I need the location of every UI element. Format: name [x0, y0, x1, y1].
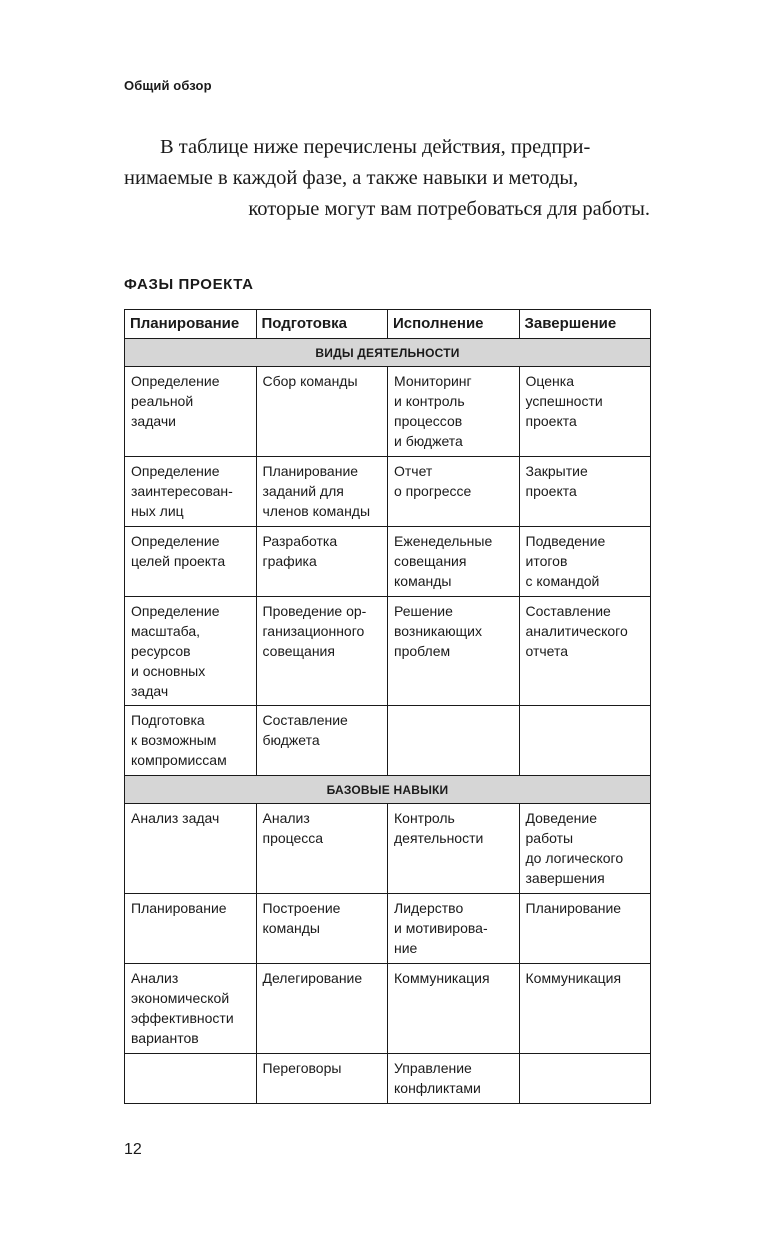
table-cell: Управление конфликтами [388, 1054, 520, 1104]
table-row [125, 964, 651, 1054]
intro-paragraph [124, 132, 650, 225]
table-cell [388, 706, 520, 776]
section-row [125, 339, 651, 367]
column-header-preparation: Подготовка [256, 310, 388, 339]
table-cell: Анализ задач [125, 804, 257, 894]
page-number: 12 [124, 1141, 142, 1158]
table-cell: Составление аналитического отчета [519, 597, 651, 706]
section-title-core-skills: БАЗОВЫЕ НАВЫКИ [125, 776, 651, 804]
table-cell: Оценка успешности проекта [519, 367, 651, 457]
table-row [125, 367, 651, 457]
table-cell: Контроль деятельности [388, 804, 520, 894]
table-row [125, 597, 651, 706]
table-row [125, 457, 651, 527]
header-row [125, 310, 651, 339]
project-phases-table [124, 309, 651, 1104]
intro-line-3: которые могут вам потребоваться для работы. [248, 198, 650, 220]
section-row [125, 776, 651, 804]
table-cell: Отчет о прогрессе [388, 457, 520, 527]
table-header [125, 310, 651, 339]
table-cell: Доведение работы до логического завершения [519, 804, 651, 894]
table-cell: Мониторинг и контроль процессов и бюджета [388, 367, 520, 457]
table-cell: Переговоры [256, 1054, 388, 1104]
table-cell [519, 1054, 651, 1104]
column-header-planning: Планирование [125, 310, 257, 339]
table-cell: Анализ процесса [256, 804, 388, 894]
table-cell: Составление бюджета [256, 706, 388, 776]
intro-line-1: В таблице ниже перечислены действия, предпри- [160, 136, 591, 158]
table-cell: Закрытие проекта [519, 457, 651, 527]
intro-line-2: нимаемые в каждой фазе, а также навыки и методы, [124, 167, 579, 189]
table-cell: Определение заинтересован- ных лиц [125, 457, 257, 527]
table-cell: Решение возникающих проблем [388, 597, 520, 706]
column-header-completion: Завершение [519, 310, 651, 339]
table-caption: ФАЗЫ ПРОЕКТА [124, 276, 254, 293]
running-head: Общий обзор [124, 78, 212, 93]
table-cell: Разработка графика [256, 527, 388, 597]
table-cell [519, 706, 651, 776]
table-cell: Анализ экономической эффективности вариантов [125, 964, 257, 1054]
table-cell: Проведение ор- ганизационного совещания [256, 597, 388, 706]
table-cell: Подготовка к возможным компромиссам [125, 706, 257, 776]
table-cell: Построение команды [256, 894, 388, 964]
table-row [125, 706, 651, 776]
table-cell: Сбор команды [256, 367, 388, 457]
table-body [125, 339, 651, 1104]
table-row [125, 1054, 651, 1104]
table-cell: Определение целей проекта [125, 527, 257, 597]
table-cell: Лидерство и мотивирова- ние [388, 894, 520, 964]
table-cell: Определение реальной задачи [125, 367, 257, 457]
table-row [125, 527, 651, 597]
table-cell: Определение масштаба, ресурсов и основных задач [125, 597, 257, 706]
table-cell: Планирование [125, 894, 257, 964]
table-cell: Коммуникация [388, 964, 520, 1054]
table-cell: Планирование [519, 894, 651, 964]
table-cell: Подведение итогов с командой [519, 527, 651, 597]
table-cell: Делегирование [256, 964, 388, 1054]
table-cell: Планирование заданий для членов команды [256, 457, 388, 527]
table-cell [125, 1054, 257, 1104]
table-cell: Еженедельные совещания команды [388, 527, 520, 597]
section-title-activities: ВИДЫ ДЕЯТЕЛЬНОСТИ [125, 339, 651, 367]
column-header-execution: Исполнение [388, 310, 520, 339]
table-row [125, 894, 651, 964]
table-cell: Коммуникация [519, 964, 651, 1054]
table-row [125, 804, 651, 894]
